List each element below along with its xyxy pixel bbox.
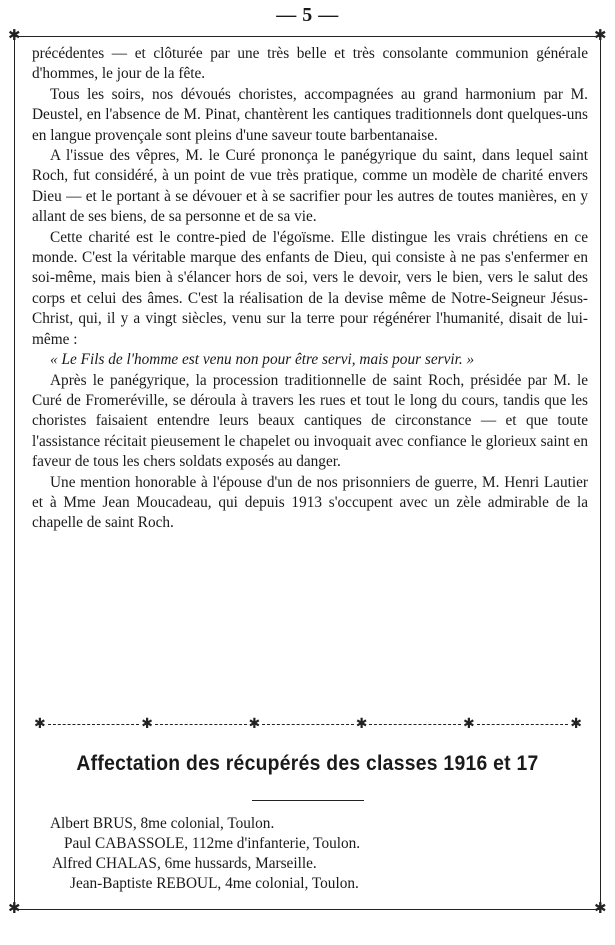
divider-segment	[262, 724, 354, 725]
list-item: Alfred CHALAS, 6me hussards, Marseille.	[52, 855, 317, 872]
article-paragraph: Après le panégyrique, la procession traditionnelle de saint Roch, présidée par M. le Curé de Fromeréville, se déroula à travers les rues et tout le long du cours, tandis que les choristes faisaient entendre leurs beaux cantiques de circonstance — et que toute l'assistance récitait pieusement le chapelet ou invoquait avec confiance le glorieux saint en faveur de tous les chers soldats exposés au danger.	[32, 371, 588, 471]
ornamental-divider	[34, 715, 582, 733]
article-paragraph: Cette charité est le contre-pied de l'égoïsme. Elle distingue les vrais chrétiens en ce monde. C'est la véritable marque des enfants de Dieu, qui consiste à ne pas s'enfermer en soi-même, mais bien à s'élancer hors de soi, vers le devoir, vers le bien, vers le salut des corps et celui des âmes. C'est la réalisation de la devise même de Notre-Seigneur Jésus-Christ, qui, il y a vingt siècles, venu sur la terre pour régénérer l'humanité, disait de lui-même :	[32, 228, 588, 348]
divider-segment	[369, 724, 461, 725]
article-paragraph: Une mention honorable à l'épouse d'un de nos prisonniers de guerre, M. Henri Lautier et à Mme Jean Moucadeau, qui depuis 1913 s'occupent avec un zèle admirable de la chapelle de saint Roch.	[32, 473, 588, 532]
divider-segment	[48, 724, 140, 725]
frame-right-rule	[600, 36, 601, 909]
article-quote: « Le Fils de l'homme est venu non pour être servi, mais pour servir. »	[50, 351, 475, 369]
frame-left-rule	[14, 36, 15, 909]
frame-bottom-rule	[14, 909, 600, 910]
corner-ornament-icon: ✱	[594, 901, 607, 917]
article-paragraph: Tous les soirs, nos dévoués choristes, accompagnées au grand harmonium par M. Deustel, en l'absence de M. Pinat, chantèrent les cantiques traditionnels dont quelques-uns en langue provençale sont pleins d'une saveur toute barbentanaise.	[32, 85, 588, 144]
star-ornament-icon: ✱	[248, 716, 261, 732]
heading-rule	[252, 800, 364, 801]
page-number: — 5 —	[276, 4, 339, 26]
frame-top-rule	[14, 36, 600, 37]
star-ornament-icon: ✱	[570, 716, 582, 732]
star-ornament-icon: ✱	[355, 716, 368, 732]
list-item: Paul CABASSOLE, 112me d'infanterie, Toulon.	[64, 835, 361, 852]
assignment-list	[50, 814, 590, 894]
star-ornament-icon: ✱	[141, 716, 153, 732]
article-paragraph: A l'issue des vêpres, M. le Curé prononça le panégyrique du saint, dans lequel saint Roch, fut considéré, à un point de vue très pratique, comme un modèle de charité envers Dieu — et le portant à se dévouer et à se sacrifier pour les autres de toutes manières, en y allant de ses biens, de sa personne et de sa vie.	[32, 147, 588, 226]
corner-ornament-icon: ✱	[8, 901, 21, 917]
divider-segment	[477, 724, 569, 725]
list-item: Albert BRUS, 8me colonial, Toulon.	[50, 815, 275, 832]
article-body	[32, 44, 588, 534]
corner-ornament-icon: ✱	[594, 28, 607, 44]
article-paragraph: précédentes — et clôturée par une très belle et très consolante communion générale d'hommes, le jour de la fête.	[32, 45, 588, 83]
list-item: Jean-Baptiste REBOUL, 4me colonial, Toulon.	[70, 875, 359, 892]
corner-ornament-icon: ✱	[8, 28, 21, 44]
section-heading: Affectation des récupérés des classes 1916 et 17	[76, 752, 539, 775]
star-ornament-icon: ✱	[463, 716, 475, 732]
star-ornament-icon: ✱	[34, 716, 46, 732]
divider-segment	[155, 724, 247, 725]
